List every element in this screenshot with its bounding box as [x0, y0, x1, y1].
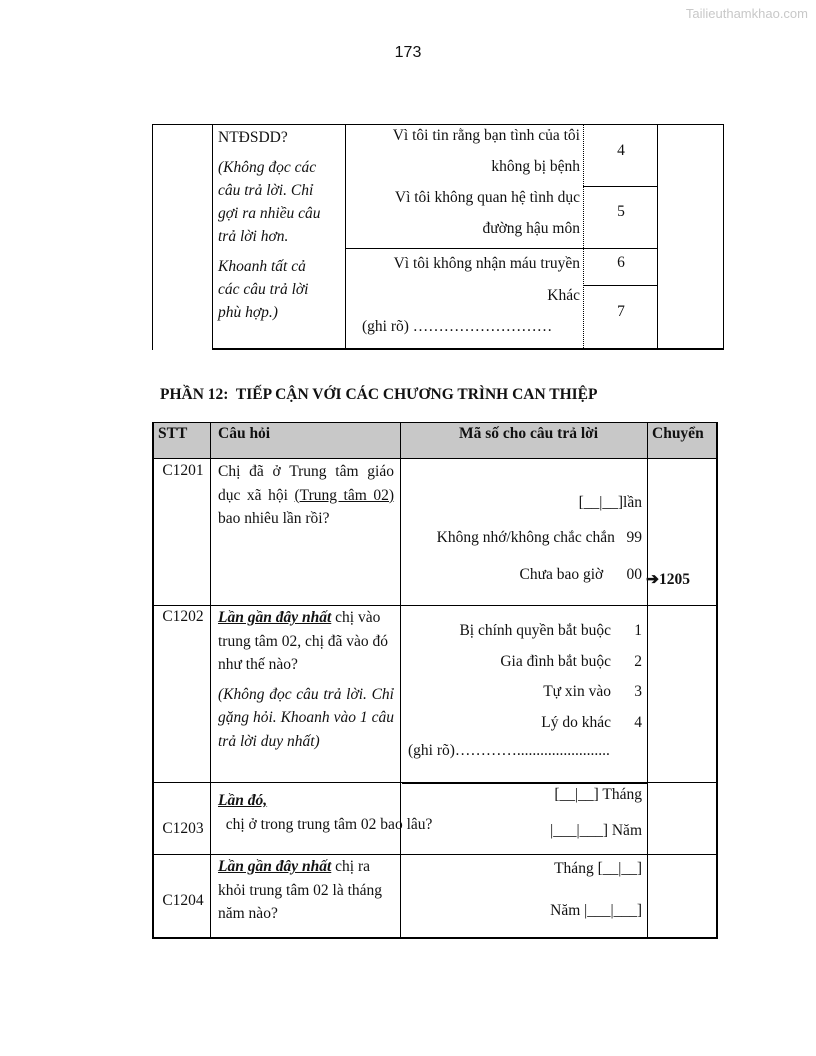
answer-text: [__|__]lần	[578, 494, 642, 511]
answer-code: 2	[634, 653, 642, 670]
grid-line	[212, 124, 213, 350]
answer-text	[404, 619, 642, 642]
instruction-line: Khoanh tất cả	[218, 258, 306, 275]
question-body	[218, 855, 394, 926]
grid-line	[152, 422, 718, 423]
question-body	[218, 460, 394, 531]
questionnaire-table	[152, 422, 718, 940]
answer-label: Bị chính quyền bắt buộc	[459, 622, 611, 639]
instruction-line: (Không đọc các	[218, 159, 317, 176]
answer-label: Tự xin vào	[543, 683, 611, 700]
grid-line	[647, 422, 648, 939]
answer-text: |___|___] Năm	[550, 822, 642, 839]
section-title: PHẦN 12: TIẾP CẬN VỚI CÁC CHƯƠNG TRÌNH CAN THIỆP	[160, 386, 598, 403]
question-id: C1202	[162, 608, 204, 625]
option-line: Vì tôi không quan hệ tình dục	[394, 189, 580, 206]
answer-text	[404, 680, 642, 703]
option-code: 6	[617, 254, 625, 271]
answer-label: Lý do khác	[541, 714, 611, 731]
option-text: Khác	[547, 287, 580, 304]
question-body	[218, 606, 394, 677]
answer-text: Tháng [__|__]	[554, 860, 642, 877]
answer-code: 00	[626, 566, 642, 583]
instruction-text	[218, 156, 342, 248]
grid-line	[648, 782, 718, 783]
instruction-text	[218, 255, 342, 324]
answer-text	[404, 526, 642, 549]
question-body	[218, 789, 433, 836]
question-segment: chị ở trong trung tâm 02 bao lâu?	[218, 815, 433, 833]
question-id: C1201	[162, 462, 204, 479]
question-text	[218, 126, 342, 324]
grid-line	[212, 348, 724, 350]
instruction-line: các câu trả lời	[218, 281, 309, 298]
answer-label: Không nhớ/không chắc chắn	[436, 529, 615, 546]
grid-line	[152, 937, 718, 939]
question-id: C1203	[162, 820, 204, 837]
instruction-line: gợi ra nhiều câu	[218, 205, 321, 222]
question-segment: chị ra khỏi trung tâm 02 là tháng năm nào?	[218, 858, 383, 922]
question-emphasis: Lần gần đây nhất	[218, 609, 332, 626]
header-stt: STT	[158, 425, 188, 442]
answer-label: Chưa bao giờ	[519, 566, 604, 583]
grid-line	[583, 285, 658, 286]
option-code: 7	[617, 303, 625, 320]
answer-text	[404, 563, 642, 586]
instruction-line: câu trả lời. Chỉ	[218, 182, 314, 199]
answer-label: Gia đình bắt buộc	[500, 653, 611, 670]
header-skip: Chuyển	[652, 425, 704, 442]
instruction-line: phù hợp.)	[218, 304, 278, 321]
continuation-table	[152, 124, 724, 350]
question-emphasis: Lần gần đây nhất	[218, 858, 332, 875]
grid-line	[152, 124, 153, 350]
answer-text: [__|__] Tháng	[554, 786, 642, 803]
answer-specify: (ghi rõ)…………........................	[408, 742, 610, 759]
instruction-line: trả lời hơn.	[218, 228, 289, 245]
grid-line	[210, 422, 211, 939]
grid-line	[400, 422, 401, 939]
question-segment: bao nhiêu lần rồi?	[218, 510, 330, 527]
question-id: C1204	[162, 892, 204, 909]
answer-code: 4	[634, 714, 642, 731]
question-text	[218, 789, 433, 836]
option-text: Vì tôi không nhận máu truyền	[393, 255, 580, 272]
grid-line	[152, 458, 718, 459]
option-text	[346, 182, 580, 244]
grid-line	[723, 124, 724, 350]
skip-to-arrow: ➔1205	[646, 571, 690, 588]
instruction-text: (Không đọc câu trả lời. Chỉ gặng hỏi. Khoanh vào 1 câu trả lời duy nhất)	[218, 685, 394, 750]
option-code: 5	[617, 203, 625, 220]
watermark: Tailieuthamkhao.com	[685, 6, 808, 21]
question-underlined: (Trung tâm 02)	[294, 486, 395, 504]
answer-text	[404, 650, 642, 673]
answer-text: Năm |___|___]	[550, 902, 642, 919]
answer-text	[404, 711, 642, 734]
grid-line	[716, 422, 718, 939]
question-segment: Chị đã ở Trung tâm giáo dục xã hội	[218, 463, 394, 504]
grid-line	[583, 186, 658, 187]
answer-code: 3	[634, 683, 642, 700]
grid-line	[152, 422, 154, 939]
option-line: đường hậu môn	[482, 220, 580, 237]
header-question: Câu hỏi	[218, 425, 271, 442]
question-text	[218, 606, 394, 753]
page-number: 173	[394, 44, 422, 61]
option-specify: (ghi rõ) ………………………	[362, 318, 553, 335]
option-code: 4	[617, 142, 625, 159]
answer-code: 99	[626, 529, 642, 546]
grid-line	[152, 782, 402, 783]
question-line: NTĐSDD?	[218, 129, 288, 146]
question-emphasis: Lần đó,	[218, 792, 268, 809]
option-line: Vì tôi tin rằng bạn tình của tôi	[392, 127, 580, 144]
question-segment: chị vào trung tâm 02, chị đã vào đó như thế nào?	[218, 609, 389, 673]
option-text	[346, 120, 580, 182]
option-line: không bị bệnh	[491, 158, 580, 175]
question-text	[218, 460, 394, 531]
question-text	[218, 855, 394, 926]
header-codes: Mã số cho câu trả lời	[459, 425, 599, 442]
answer-code: 1	[634, 622, 642, 639]
